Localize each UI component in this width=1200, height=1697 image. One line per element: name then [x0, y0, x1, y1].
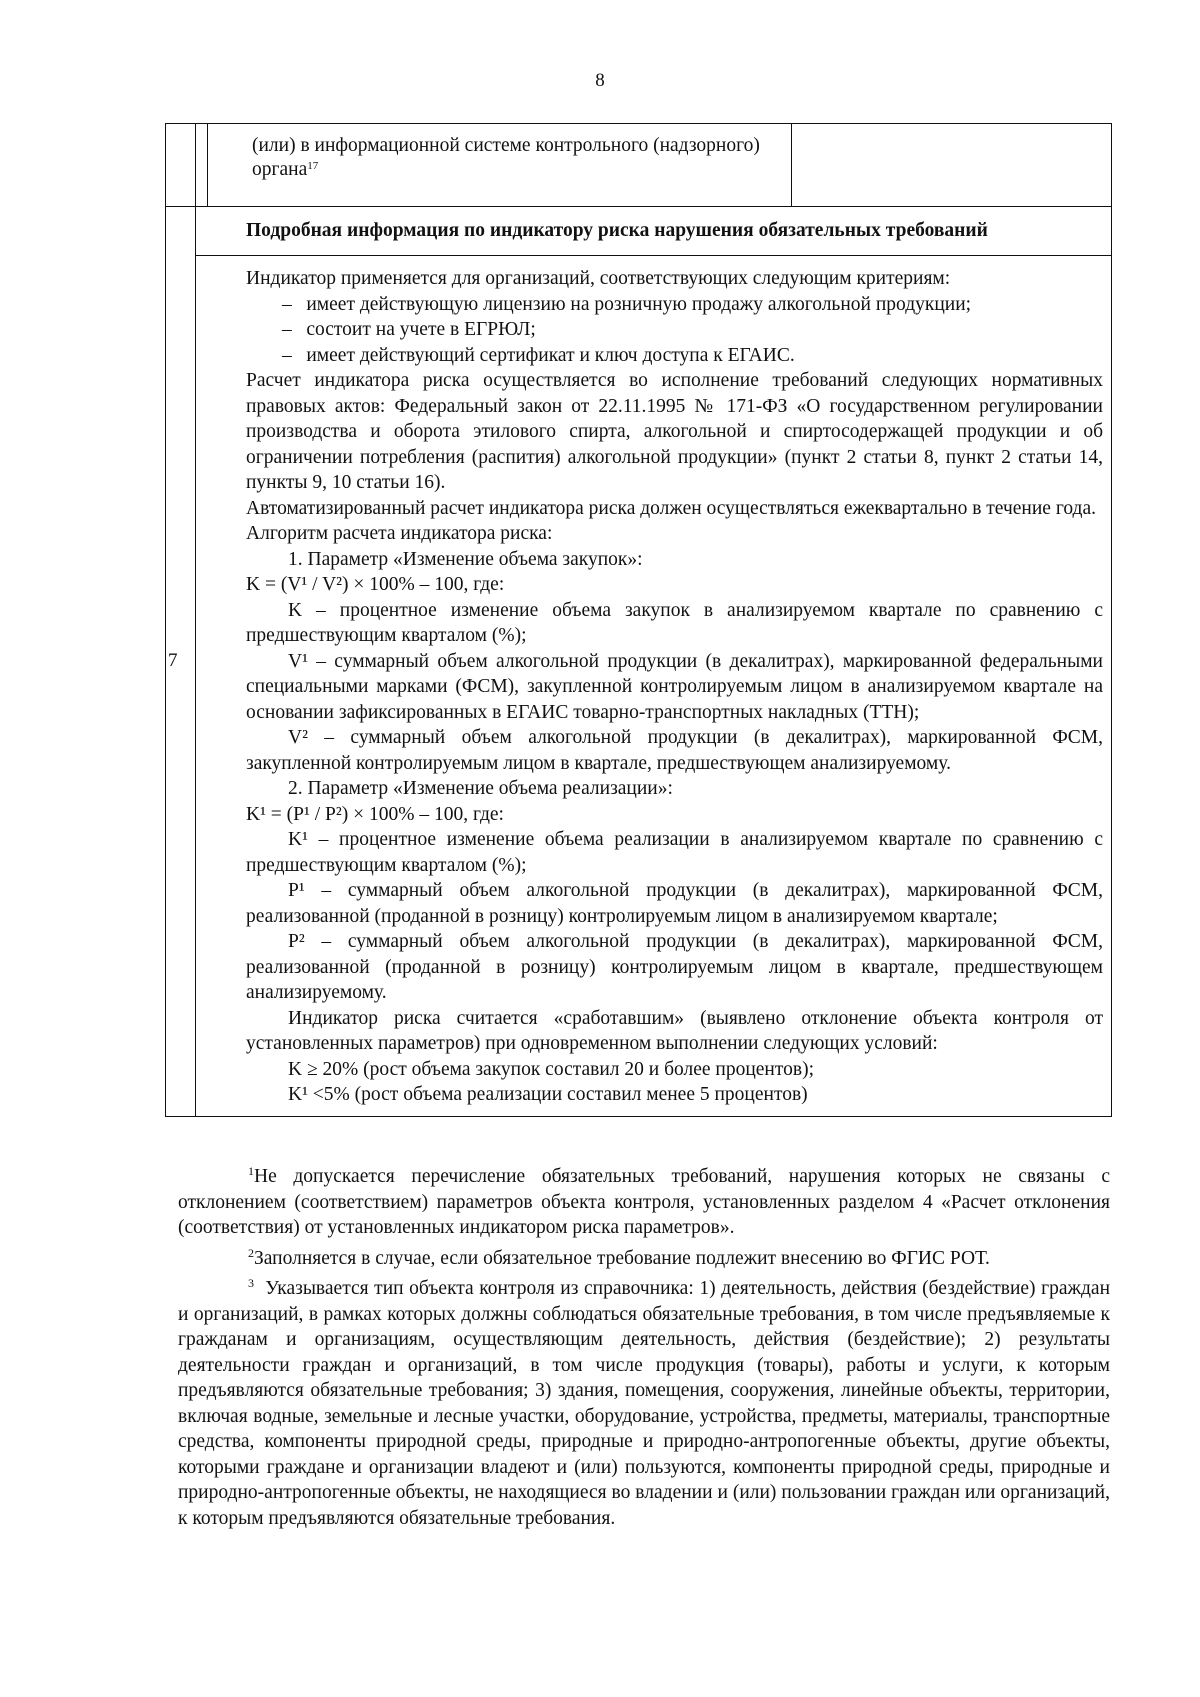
v1-definition: V¹ – суммарный объем алкогольной продукции (в декалитрах), маркированной федеральными специальными марками (ФСМ), закупленной контролируемым лицом в анализируемом квартале на основании зафиксированных в ЕГАИС товарно-транспортных накладных (ТТН); — [246, 650, 1103, 723]
footnote-2 — [178, 1246, 1110, 1272]
table-cell-empty — [196, 124, 208, 207]
condition-1: K ≥ 20% (рост объема закупок составил 20 и более процентов); — [288, 1058, 815, 1080]
table-cell-continued-text — [208, 124, 792, 207]
indicator-details — [196, 256, 1112, 1117]
table-cell-empty — [792, 124, 1112, 207]
indicator-table — [165, 123, 1112, 1117]
footnote-text: Заполняется в случае, если обязательное требование подлежит внесению во ФГИС РОТ. — [254, 1247, 990, 1269]
param2-title: 2. Параметр «Изменение объема реализации»: — [288, 778, 673, 799]
criteria-item: – имеет действующий сертификат и ключ доступа к ЕГАИС. — [282, 344, 795, 366]
criteria-item: – состоит на учете в ЕГРЮЛ; — [282, 319, 536, 340]
p1-definition: P¹ – суммарный объем алкогольной продукции (в декалитрах), маркированной ФСМ, реализованной (проданной в розницу) контролируемым лицом в анализируемом квартале; — [246, 880, 1103, 927]
footnote-ref: 17 — [307, 160, 319, 172]
table-row-header — [166, 207, 1112, 256]
formula-k1: K¹ = (P¹ / P²) × 100% – 100, где: — [246, 803, 504, 825]
row-number: 7 — [166, 207, 196, 1117]
trigger-rule: Индикатор риска считается «сработавшим» (выявлено отклонение объекта контроля от установленных параметров) при одновременном выполнении следующих условий: — [246, 1007, 1103, 1054]
table-row-continuation — [166, 124, 1112, 207]
footnotes — [178, 1164, 1110, 1536]
table-row-body — [166, 256, 1112, 1117]
legal-basis: Расчет индикатора риска осуществляется во исполнение требований следующих нормативных правовых актов: Федеральный закон от 22.11.1995 № 171-ФЗ «О государственном регулировании производства и оборота этилового спирта, алкогольной и спиртосодержащей продукции и об ограничении потребления (распития) алкогольной продукции» (пункт 2 статьи 8, пункт 2 статьи 14, пункты 9, 10 статьи 16). — [246, 370, 1103, 493]
calc-frequency: Автоматизированный расчет индикатора риска должен осуществляться ежеквартально в течение года. — [246, 497, 1096, 519]
footnote-mark: 2 — [248, 1245, 254, 1260]
footnote-mark: 1 — [248, 1164, 254, 1178]
v2-definition: V² – суммарный объем алкогольной продукции (в декалитрах), маркированной ФСМ, закупленной контролируемым лицом в квартале, предшествующем анализируемому. — [246, 727, 1103, 774]
table-cell-empty — [166, 124, 196, 207]
formula-k: K = (V¹ / V²) × 100% – 100, где: — [246, 574, 505, 595]
param1-title: 1. Параметр «Изменение объема закупок»: — [288, 548, 643, 570]
footnote-text: Указывается тип объекта контроля из справочника: 1) деятельность, действия (бездействие) граждан и организаций, в рамках которых должны соблюдаться обязательные требования, в том числе предъявляемые к гражданам и организациям, осуществляющим деятельность, действия (бездействие); 2) результаты деятельности граждан и организаций, в том числе продукция (товары), работы и услуги, к которым предъявляются обязательные требования; 3) здания, помещения, сооружения, линейные объекты, территории, включая водные, земельные и лесные участки, оборудование, устройства, предметы, материалы, транспортные средства, компоненты природной среды, природные и природно-антропогенные объекты, другие объекты, которыми граждане и организации владеют и (или) пользуются, компоненты природной среды, природные и природно-антропогенные объекты, не находящиеся во владении и (или) пользовании граждан или организаций, к которым предъявляются обязательные требования. — [178, 1278, 1111, 1529]
footnote-mark: 3 — [248, 1276, 254, 1290]
k1-definition: K¹ – процентное изменение объема реализации в анализируемом квартале по сравнению с предшествующим кварталом (%); — [246, 829, 1103, 876]
page-number: 8 — [595, 70, 605, 91]
footnote-text: Не допускается перечисление обязательных требований, нарушения которых не связаны с отклонением (соответствием) параметров объекта контроля, установленных разделом 4 «Расчет отклонения (соответствия) от установленных индикатором риска параметров». — [178, 1166, 1110, 1238]
section-header: Подробная информация по индикатору риска нарушения обязательных требований — [196, 207, 1112, 256]
k-definition: K – процентное изменение объема закупок в анализируемом квартале по сравнению с предшествующим кварталом (%); — [246, 599, 1103, 646]
criteria-item: – имеет действующую лицензию на розничную продажу алкогольной продукции; — [282, 293, 972, 315]
footnote-3 — [178, 1276, 1110, 1531]
p2-definition: P² – суммарный объем алкогольной продукции (в декалитрах), маркированной ФСМ, реализованной (проданной в розницу) контролируемым лицом в квартале, предшествующем анализируемому. — [246, 931, 1103, 1003]
continued-text: (или) в информационной системе контрольного (надзорного) органа — [252, 135, 760, 180]
algorithm-title: Алгоритм расчета индикатора риска: — [246, 523, 553, 544]
condition-2: K¹ <5% (рост объема реализации составил менее 5 процентов) — [288, 1084, 808, 1105]
criteria-intro: Индикатор применяется для организаций, соответствующих следующим критериям: — [246, 268, 951, 289]
footnote-1 — [178, 1164, 1110, 1241]
